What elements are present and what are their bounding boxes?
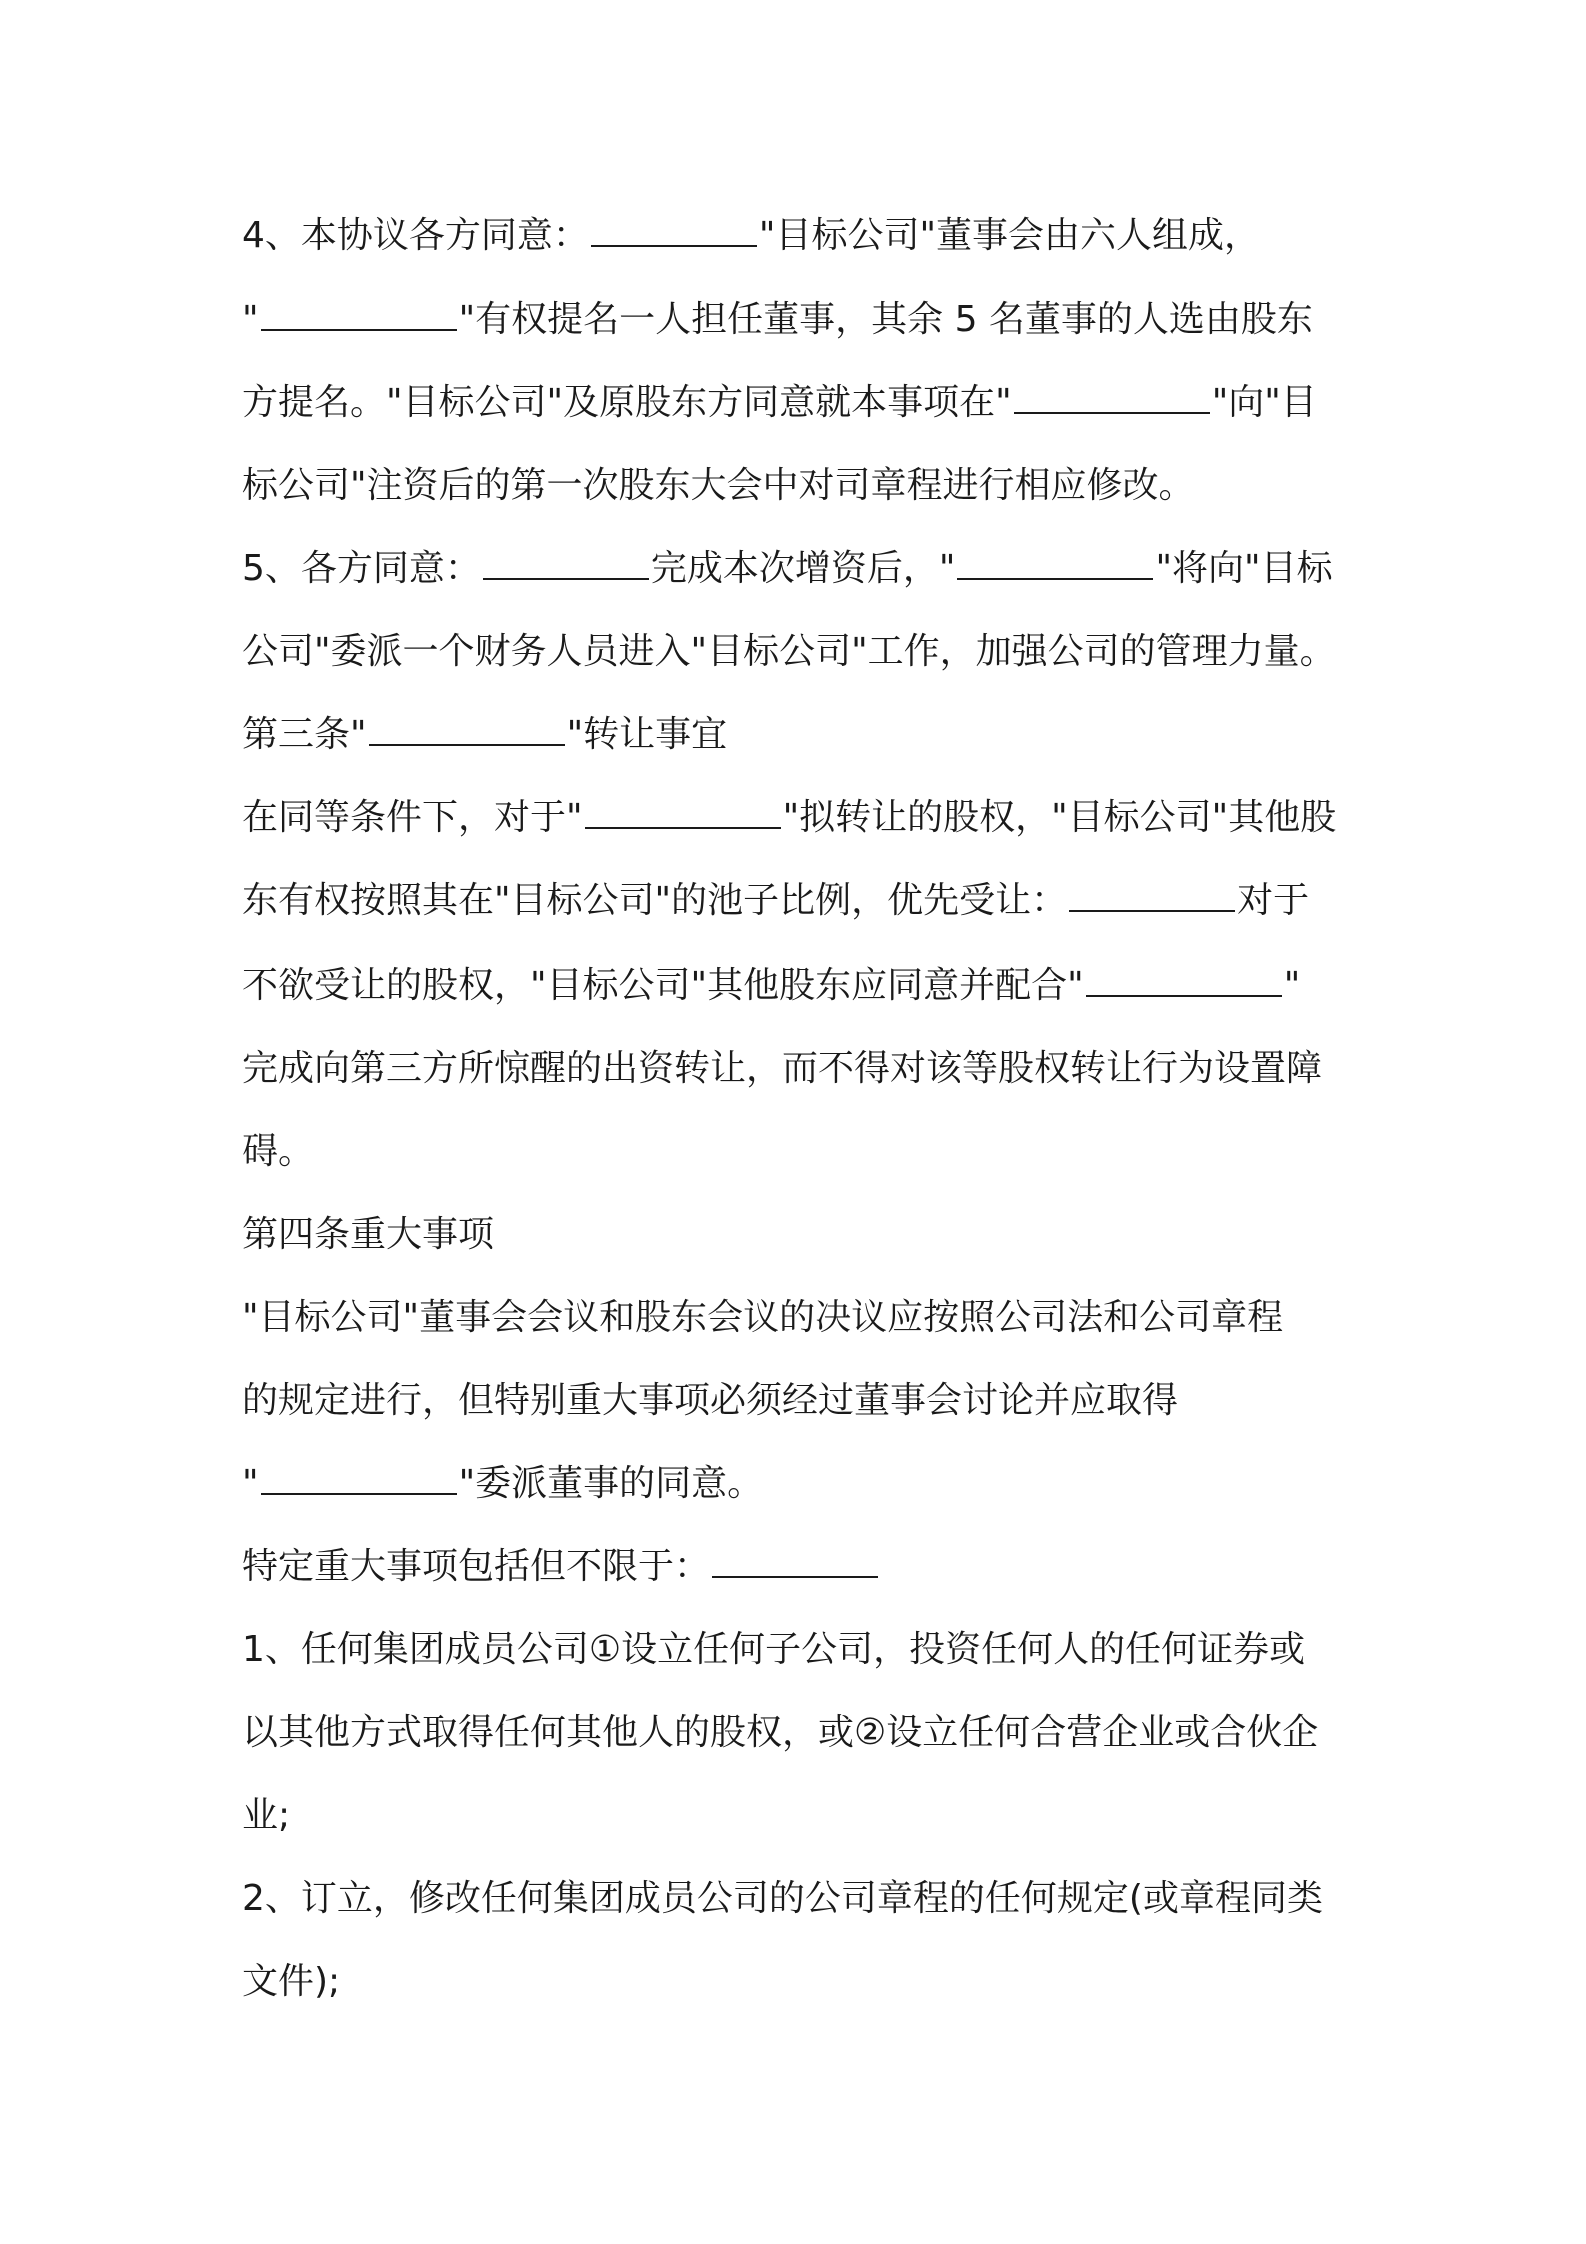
- text-segment: 特定重大事项包括但不限于：: [242, 1546, 711, 1587]
- text-segment: 第四条重大事项: [242, 1214, 495, 1255]
- fill-in-blank: [591, 215, 757, 247]
- paragraph-line: [242, 1877, 1372, 1921]
- text-segment: "将向"目标: [1155, 548, 1333, 589]
- paragraph-line: [242, 381, 1372, 425]
- text-segment: 标公司"注资后的第一次股东大会中对司章程进行相应修改。: [242, 465, 1195, 506]
- paragraph-line: [242, 1628, 1372, 1672]
- text-segment: 完成本次增资后，": [650, 548, 956, 589]
- text-segment: 第三条": [242, 714, 367, 755]
- paragraph-line: [242, 214, 1372, 258]
- text-segment: 文件);: [242, 1961, 341, 2002]
- fill-in-blank: [1086, 965, 1282, 997]
- text-segment: 的规定进行，但特别重大事项必须经过董事会讨论并应取得: [242, 1380, 1179, 1421]
- text-segment: ": [242, 299, 259, 340]
- text-segment: 5、各方同意：: [242, 548, 481, 589]
- text-segment: ": [1283, 965, 1301, 1006]
- fill-in-blank: [1069, 880, 1235, 912]
- paragraph-line: [242, 1296, 1372, 1340]
- fill-in-blank: [1014, 382, 1210, 414]
- text-segment: 以其他方式取得任何其他人的股权，或②设立任何合营企业或合伙企: [242, 1712, 1319, 1753]
- fill-in-blank: [369, 714, 565, 746]
- text-segment: "有权提名一人担任董事，其余 5 名董事的人选由股东: [458, 299, 1313, 340]
- text-segment: 业;: [242, 1795, 291, 1836]
- paragraph-line: [242, 547, 1372, 591]
- text-segment: "向"目: [1211, 382, 1317, 423]
- paragraph-line: [242, 879, 1372, 923]
- text-segment: 东有权按照其在"目标公司"的池子比例，优先受让：: [242, 880, 1068, 921]
- text-segment: "拟转让的股权，"目标公司"其他股: [782, 797, 1337, 838]
- text-segment: "委派董事的同意。: [458, 1463, 764, 1504]
- text-segment: 对于: [1237, 880, 1310, 921]
- text-segment: ": [242, 1463, 259, 1504]
- text-segment: "目标公司"董事会会议和股东会议的决议应按照公司法和公司章程: [242, 1297, 1284, 1338]
- paragraph-line: [242, 1545, 1372, 1589]
- text-segment: 碍。: [242, 1131, 315, 1172]
- text-segment: "转让事宜: [566, 714, 728, 755]
- fill-in-blank: [261, 1463, 457, 1495]
- paragraph-line: [242, 1711, 1372, 1755]
- paragraph-line: [242, 964, 1372, 1008]
- fill-in-blank: [483, 548, 649, 580]
- text-segment: 方提名。"目标公司"及原股东方同意就本事项在": [242, 382, 1012, 423]
- fill-in-blank: [261, 299, 457, 331]
- article-heading: [242, 1213, 1372, 1257]
- text-segment: 4、本协议各方同意：: [242, 215, 589, 256]
- paragraph-line: [242, 1960, 1372, 2004]
- text-segment: 1、任何集团成员公司①设立任何子公司，投资任何人的任何证券或: [242, 1629, 1306, 1670]
- paragraph-line: [242, 1462, 1372, 1506]
- paragraph-line: [242, 796, 1372, 840]
- paragraph-line: [242, 1047, 1372, 1091]
- text-segment: 在同等条件下，对于": [242, 797, 583, 838]
- fill-in-blank: [957, 548, 1153, 580]
- paragraph-line: [242, 298, 1372, 342]
- paragraph-line: [242, 1379, 1372, 1423]
- text-segment: 不欲受让的股权，"目标公司"其他股东应同意并配合": [242, 965, 1084, 1006]
- article-heading: [242, 713, 1372, 757]
- text-segment: 2、订立，修改任何集团成员公司的公司章程的任何规定(或章程同类: [242, 1878, 1323, 1919]
- paragraph-line: [242, 1130, 1372, 1174]
- paragraph-line: [242, 630, 1372, 674]
- paragraph-line: [242, 464, 1372, 508]
- text-segment: 完成向第三方所惊醒的出资转让，而不得对该等股权转让行为设置障: [242, 1048, 1323, 1089]
- fill-in-blank: [585, 797, 781, 829]
- paragraph-line: [242, 1794, 1372, 1838]
- text-segment: "目标公司"董事会由六人组成，: [758, 215, 1261, 256]
- text-segment: 公司"委派一个财务人员进入"目标公司"工作，加强公司的管理力量。: [242, 631, 1336, 672]
- fill-in-blank: [712, 1546, 878, 1578]
